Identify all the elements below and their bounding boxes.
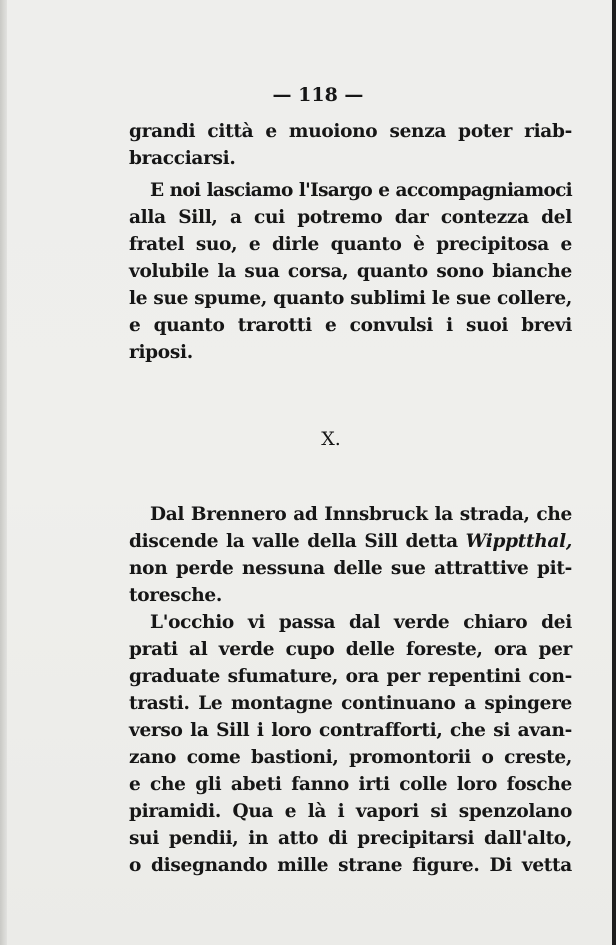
text-line: E noi lasciamo l'Isargo e accompagniamoci xyxy=(150,180,572,201)
text-line xyxy=(129,528,572,555)
text-line: Dal Brennero ad Innsbruck la strada, che xyxy=(150,504,572,525)
text-line: o disegnando mille strane figure. Di vetta xyxy=(129,855,572,876)
page-left-edge xyxy=(0,0,7,945)
text-line: non perde nessuna delle sue attrattive pit- xyxy=(129,558,572,579)
text-line: toresche. xyxy=(129,585,223,606)
text-line: L'occhio vi passa dal verde chiaro dei xyxy=(150,612,572,633)
paragraph-continuation xyxy=(129,118,572,172)
paragraph-isargo xyxy=(129,177,572,366)
page-right-edge xyxy=(612,0,616,945)
paragraph-occhio xyxy=(129,609,572,879)
text-segment: discende la valle della Sill detta xyxy=(129,531,466,552)
text-line: verso la Sill i loro contrafforti, che si avan- xyxy=(129,720,572,741)
text-line: sui pendii, in atto di precipitarsi dall'alto, xyxy=(129,828,572,849)
text-line: zano come bastioni, promontorii o creste, xyxy=(129,747,572,768)
page-number-text: — 118 — xyxy=(272,84,364,106)
text-line: volubile la sua corsa, quanto sono bianche xyxy=(129,261,572,282)
section-heading: X. xyxy=(321,428,341,450)
text-line: fratel suo, e dirle quanto è precipitosa e xyxy=(129,234,572,255)
text-line: prati al verde cupo delle foreste, ora per xyxy=(129,639,572,660)
text-line: piramidi. Qua e là i vapori si spenzolano xyxy=(129,801,572,822)
text-line: e che gli abeti fanno irti colle loro fosche xyxy=(129,774,572,795)
text-line: grandi città e muoiono senza poter riab- xyxy=(129,121,572,142)
text-line: alla Sill, a cui potremo dar contezza del xyxy=(129,207,572,228)
text-line: riposi. xyxy=(129,342,193,363)
italic-place-name: Wipptthal, xyxy=(465,531,572,552)
text-line: bracciarsi. xyxy=(129,148,236,169)
text-line: graduate sfumature, ora per repentini con- xyxy=(129,666,572,687)
text-line: le sue spume, quanto sublimi le sue collere, xyxy=(129,288,572,309)
text-line: trasti. Le montagne continuano a spingere xyxy=(129,693,572,714)
page-number xyxy=(0,84,616,106)
paragraph-brennero xyxy=(129,501,572,609)
text-line: e quanto trarotti e convulsi i suoi brevi xyxy=(129,315,572,336)
